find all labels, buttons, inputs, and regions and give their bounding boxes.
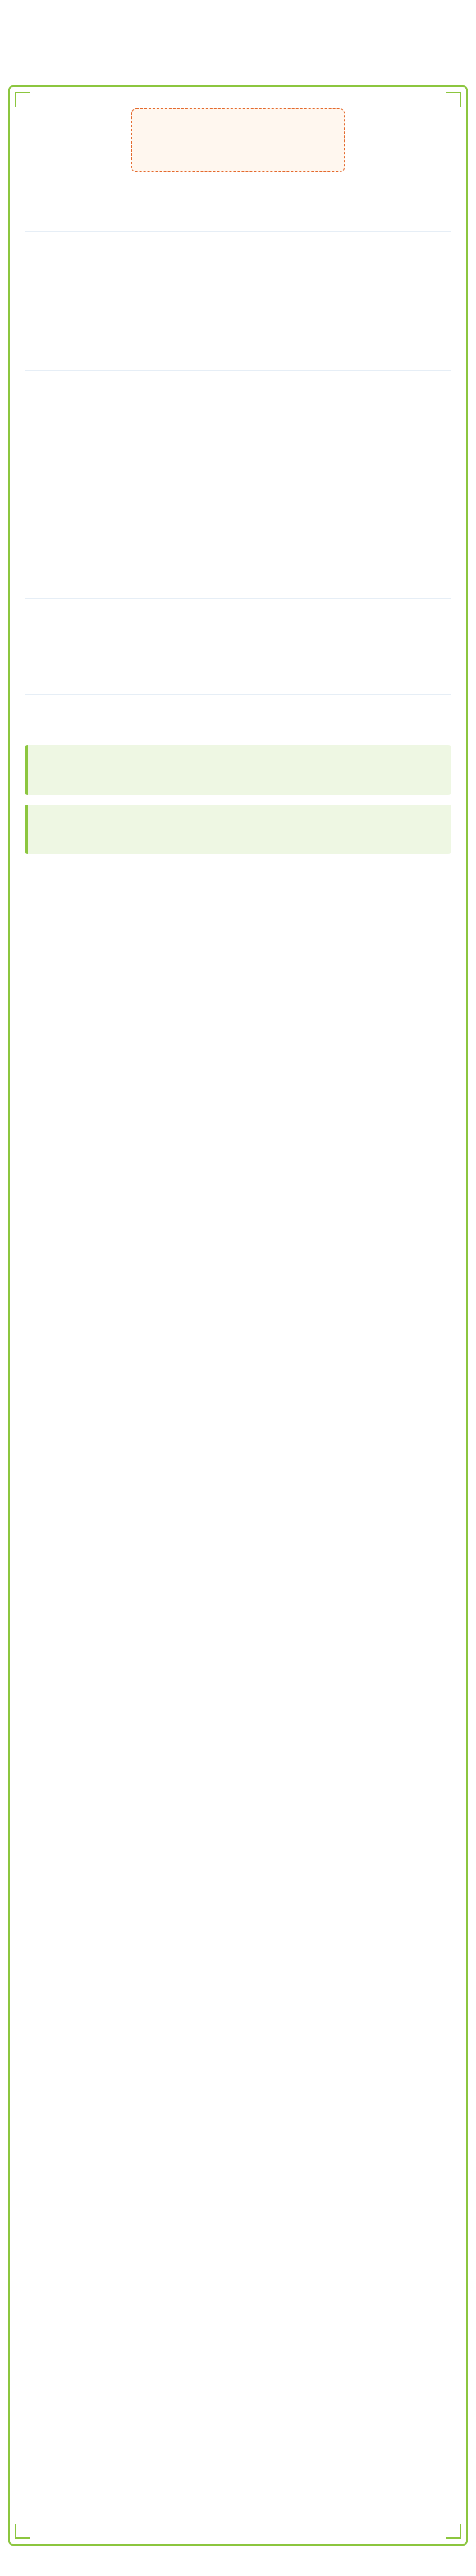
example-paragraph — [25, 418, 451, 430]
body-paragraph — [25, 326, 451, 337]
title-badge — [131, 108, 345, 172]
section-heading — [25, 578, 451, 599]
intro-paragraph — [25, 187, 451, 198]
body-paragraph — [25, 479, 451, 490]
body-paragraph — [25, 262, 451, 273]
body-paragraph — [25, 240, 451, 252]
body-paragraph — [25, 397, 451, 408]
section-heading — [25, 525, 451, 545]
body-paragraph — [25, 607, 451, 618]
corner-ornament — [446, 92, 461, 107]
example-box — [25, 805, 451, 854]
badge-line — [139, 147, 337, 162]
content-card-wrapper — [8, 85, 468, 2546]
body-paragraph — [25, 500, 451, 512]
article-source-link[interactable] — [11, 59, 77, 71]
example-box — [25, 745, 451, 795]
example-paragraph — [25, 304, 451, 316]
corner-ornament — [15, 92, 30, 107]
body-paragraph — [25, 724, 451, 736]
sub-heading — [25, 379, 451, 392]
body-paragraph — [25, 283, 451, 294]
sub-heading — [25, 440, 451, 453]
corner-ornament — [446, 2524, 461, 2539]
article-date — [89, 59, 138, 71]
article-title — [11, 15, 465, 52]
body-paragraph — [25, 703, 451, 714]
section-heading — [25, 674, 451, 695]
body-paragraph — [25, 650, 451, 661]
article-meta — [11, 59, 465, 71]
badge-line — [139, 117, 337, 132]
article-header — [0, 0, 476, 79]
section-heading — [25, 350, 451, 371]
body-paragraph — [25, 554, 451, 565]
corner-ornament — [15, 2524, 30, 2539]
body-paragraph — [25, 628, 451, 640]
section-heading — [25, 212, 451, 232]
badge-line — [139, 132, 337, 147]
body-paragraph — [25, 458, 451, 469]
content-card — [8, 85, 468, 2546]
